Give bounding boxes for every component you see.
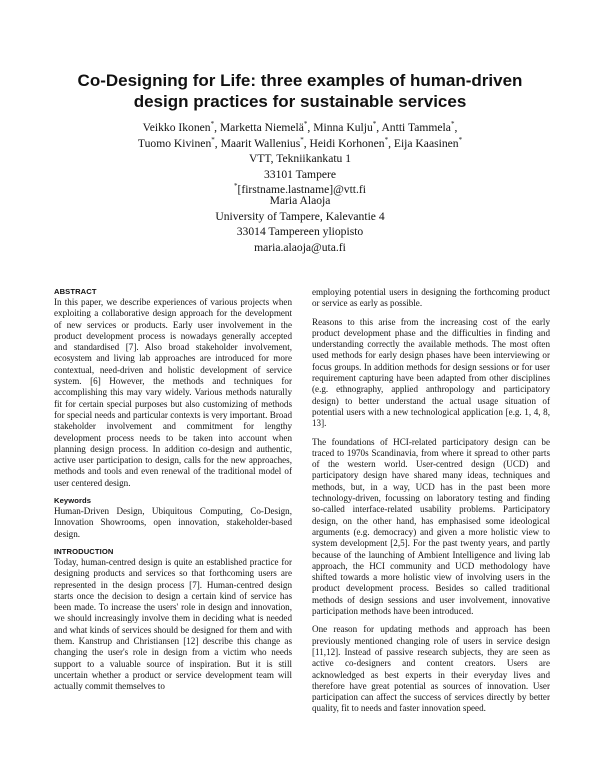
author-separator: , <box>307 121 314 134</box>
paper-title <box>50 70 550 112</box>
author-block <box>60 120 540 198</box>
author-name: Antti Tammela <box>381 121 451 134</box>
second-author-block <box>100 193 500 255</box>
author-separator: , <box>214 136 221 150</box>
affiliation-city: 33101 Tampere <box>263 167 337 181</box>
author-separator: , <box>454 121 458 134</box>
abstract-heading: ABSTRACT <box>54 287 97 296</box>
affiliation-mark: * <box>211 135 215 144</box>
affiliation-mark: * <box>450 120 455 129</box>
author-name: Marketta Niemelä <box>219 121 304 134</box>
affiliation-org: VTT, Tekniikankatu 1 <box>248 152 352 165</box>
title-line-2: design practices for sustainable services <box>133 92 467 111</box>
author-line-1 <box>60 120 540 136</box>
author-name: Veikko Ikonen <box>142 121 211 134</box>
author-name: Tuomo Kivinen <box>137 136 212 150</box>
author-separator: , <box>388 136 394 150</box>
author-name: Eija Kaasinen <box>393 136 459 150</box>
second-affiliation-email: maria.alaoja@uta.fi <box>254 240 346 254</box>
keywords-text: Human-Driven Design, Ubiquitous Computing, Co-Design, Innovation Showrooms, open innovation, stakeholder-based design. <box>54 506 292 539</box>
introduction-text: Today, human-centred design is quite an established practice for designing products and services so that forthcoming users are represented in the design process [7]. Human-centred design starts once the decision to design a certain kind of service has been made. To increase the users' role in design and innovation, we should increasingly involve them in deciding what is needed and what kinds of services should be designed for them and with them. Kanstrup and Christiansen [12] describe this change as changing the user's role in design from a victim who needs support to a valuable source of inspiration. But it is still uncertain whether a product or service development team will actually commit themselves to <box>54 556 292 692</box>
paragraph: employing potential users in designing the forthcoming product or service as early as possible. <box>312 287 550 309</box>
author-separator: , <box>376 121 382 134</box>
second-affiliation-city: 33014 Tampereen yliopisto <box>236 225 364 238</box>
abstract-text: In this paper, we describe experiences of various projects when exploiting a collaborative design approach for the development of new services or products. Early user involvement in the product development process is nowadays generally accepted and standardised [7]. Also broad stakeholder involvement, ecosystem and living lab approaches are introduced for more contextual, need-driven and holistic development of service system. [6] However, the methods and techniques for accomplishing this may vary widely. Various methods naturally fit for certain special purposes but also customizing of methods for special needs and particular contexts is very important. Broad stakeholder involvement and commitment for lengthy development process needs to be taken into account when planning design process. In addition co-design and authentic, active user participation to design, calls for the new approaches, methods and tools and even renewal of the traditional model of user centered design. <box>54 297 292 488</box>
author-name: Maarit Wallenius <box>220 136 301 150</box>
affiliation-email: [firstname.lastname]@vtt.fi <box>237 183 366 196</box>
affiliation-mark: * <box>300 135 304 144</box>
affiliation-mark: * <box>233 182 238 191</box>
second-affiliation-org: University of Tampere, Kalevantie 4 <box>215 209 385 223</box>
paragraph: The foundations of HCI-related participatory design can be traced to 1970s Scandinavia, from where it spread to other parts of the western world. User-centred design (UCD) and participatory design have shared many ideas, techniques and methods, but, in a way, UCD has in the past been more technology-driven, focussing on laboratory testing and finding so-called interface-related usability problems. Participatory design, on the other hand, has emphasised some ideological arguments (e.g. democracy) and given a more holistic view to system development [2,5]. For the past twenty years, and partly because of the launching of Ambient Intelligence and living lab approach, the HCI community and UCD methodology have shifted towards a more holistic view of involving users in the product development process. Besides so called traditional methods of design sessions and user involvement, innovative participation methods have been introduced. <box>312 436 550 617</box>
author-name: Heidi Korhonen <box>309 136 385 150</box>
affiliation-mark: * <box>372 120 377 129</box>
author-separator: , <box>303 136 310 150</box>
paragraph: One reason for updating methods and approach has been previously mentioned changing role of users in service design [11,12]. Instead of passive research subjects, they are seen as active co-designers and content creators. Users are acknowledged as best experts in their everyday lives and therefore have great potential as sources of innovation. User participation can affect the success of services directly by better quality, fit to needs and faster innovation speed. <box>312 624 550 714</box>
title-line-1: Co-Designing for Life: three examples of human-driven <box>77 71 523 90</box>
left-column <box>54 287 292 700</box>
author-separator: , <box>214 121 220 134</box>
affiliation-mark: * <box>458 135 463 144</box>
author-line-2 <box>60 136 540 152</box>
second-author-name: Maria Alaoja <box>269 194 331 207</box>
keywords-heading: Keywords <box>54 496 92 506</box>
author-name: Minna Kulju <box>313 121 373 134</box>
affiliation-mark: * <box>210 120 215 129</box>
affiliation-mark: * <box>303 120 308 129</box>
introduction-heading: INTRODUCTION <box>54 546 114 556</box>
affiliation-mark: * <box>384 135 389 144</box>
right-column <box>312 287 550 722</box>
paragraph: Reasons to this arise from the increasing cost of the early product development phase and the difficulties in finding and understanding correctly the available methods. The most often used methods for early design phases have been interviewing or focus groups. In addition methods for design sessions or for user requirement capturing have been adapted from other disciplines (e.g. ethnography, applied anthropology and participatory design) to better understand the actual usage situation of potential users with a new technological application [e.g. 1, 4, 8, 13]. <box>312 316 550 429</box>
